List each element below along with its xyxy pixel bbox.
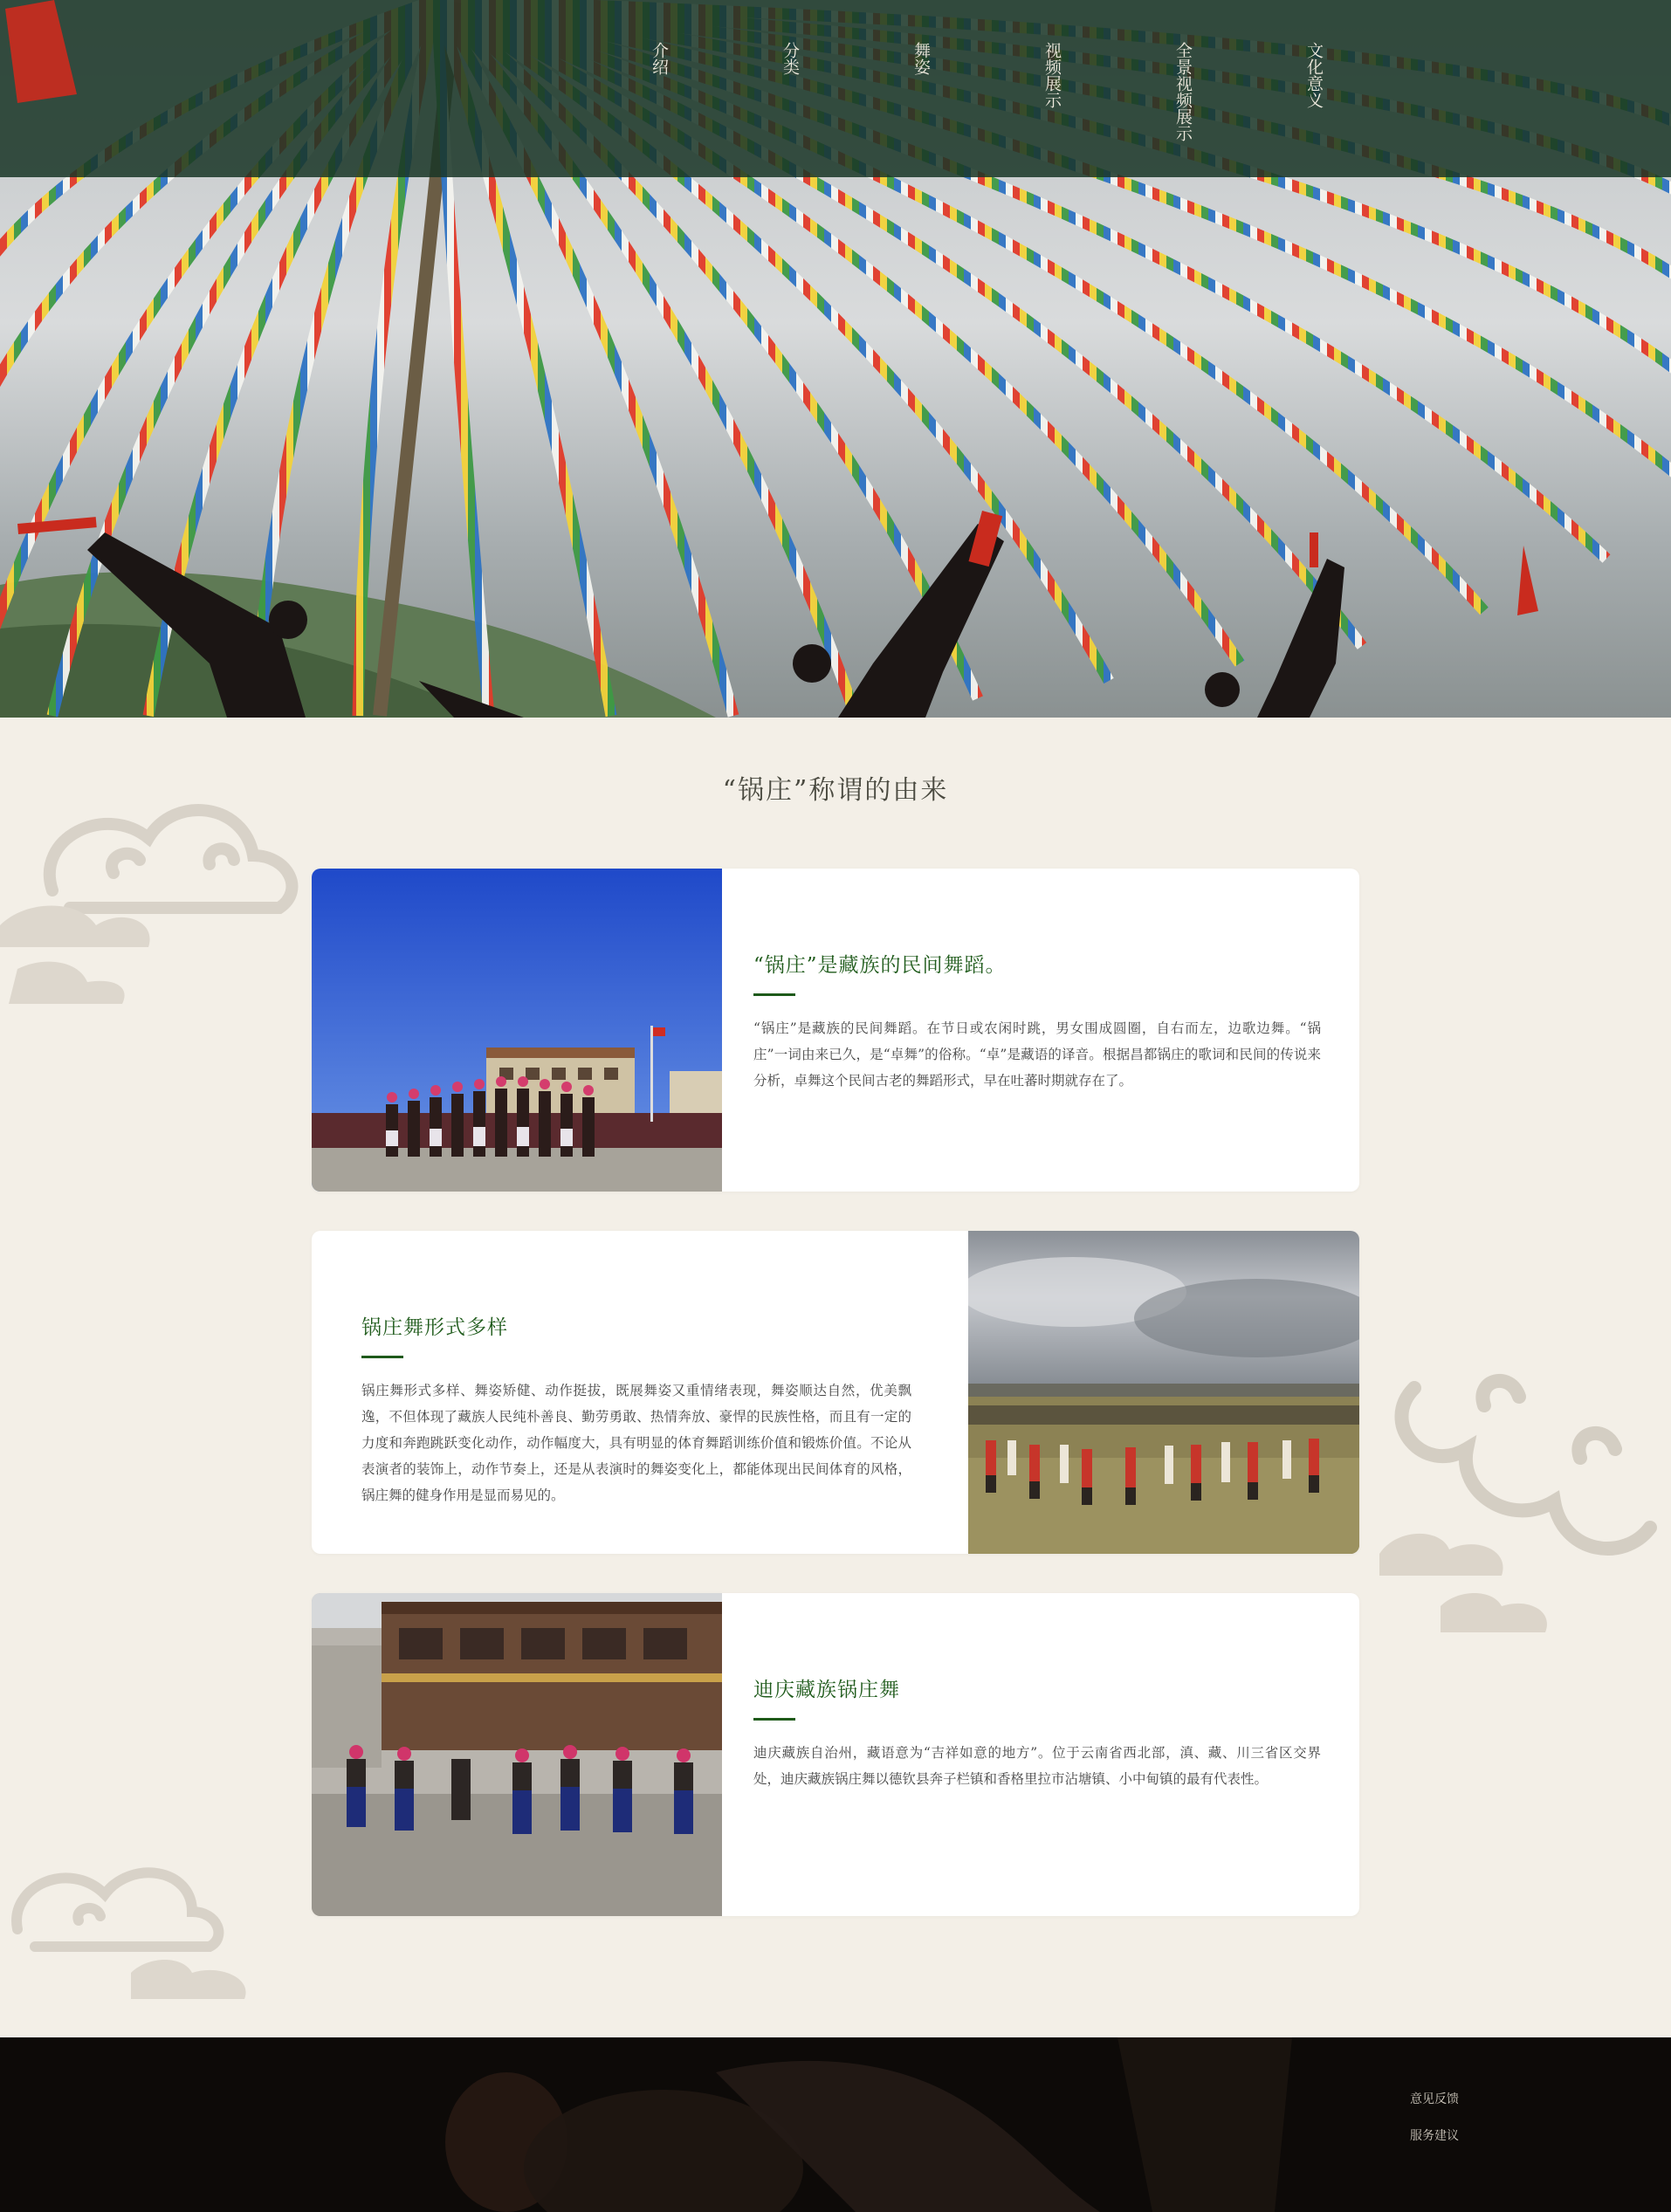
nav-item-cultural-meaning[interactable]: 文化意义 — [1304, 42, 1324, 108]
card-title: 迪庆藏族锅庄舞 — [753, 1679, 900, 1701]
title-underline — [361, 1356, 403, 1358]
dancers-square-photo — [312, 869, 722, 1192]
card-body: 迪庆藏族自治州，藏语意为“吉祥如意的地方”。位于云南省西北部，滇、藏、川三省区交界处，迪庆藏族锅庄舞以德钦县奔子栏镇和香格里拉市沾塘镇、小中甸镇的最有代表性。 — [753, 1745, 1321, 1787]
hero-banner — [0, 0, 1671, 718]
card-body: “锅庄”是藏族的民间舞蹈。在节日或农闲时跳，男女围成圆圈，自右而左，边歌边舞。“锅庄”一词由来已久，是“卓舞”的俗称。“卓”是藏语的译音。根据昌都锅庄的歌词和民间的传说来分析，卓舞这个民间古老的舞蹈形式，早在吐蕃时期就存在了。 — [753, 1020, 1321, 1089]
card-photo — [312, 1593, 722, 1916]
card-photo — [312, 869, 722, 1192]
site-footer — [0, 2037, 1671, 2212]
info-card-3 — [312, 1593, 1359, 1916]
title-underline — [753, 993, 795, 996]
footer-links — [1410, 2090, 1459, 2163]
grassland-dancers-photo — [968, 1231, 1359, 1554]
info-card-1 — [312, 869, 1359, 1192]
section-title: “锅庄”称谓的由来 — [722, 775, 949, 806]
nav-item-intro[interactable]: 介绍 — [650, 42, 669, 75]
card-text — [753, 1673, 1321, 1792]
card-photo — [968, 1231, 1359, 1554]
main-nav — [0, 42, 1671, 173]
card-text — [753, 949, 1321, 1094]
auspicious-cloud-icon — [0, 1833, 279, 2008]
footer-link-feedback[interactable]: 意见反馈 — [1410, 2092, 1459, 2106]
card-text — [361, 1311, 911, 1508]
info-card-2 — [312, 1231, 1359, 1554]
nav-item-panorama-video[interactable]: 全景视频展示 — [1173, 42, 1193, 141]
nav-item-video[interactable]: 视频展示 — [1042, 42, 1062, 108]
auspicious-cloud-icon — [1362, 1336, 1671, 1659]
town-square-dancers-photo — [312, 1593, 722, 1916]
nav-item-dance-pose[interactable]: 舞姿 — [911, 42, 931, 75]
nav-item-category[interactable]: 分类 — [780, 42, 800, 75]
footer-link-suggestions[interactable]: 服务建议 — [1410, 2129, 1459, 2143]
card-body: 锅庄舞形式多样、舞姿矫健、动作挺拔，既展舞姿又重情绪表现，舞姿顺达自然，优美飘逸，不但体现了藏族人民纯朴善良、勤劳勇敢、热情奔放、豪悍的民族性格，而且有一定的力度和奔跑跳跃变化动作，动作幅度大，具有明显的体育舞蹈训练价值和锻炼价值。不论从表演者的装饰上，动作节奏上，还是从表演时的舞姿变化上，都能体现出民间体育的风格，锅庄舞的健身作用是显而易见的。 — [361, 1383, 911, 1503]
card-title: “锅庄”是藏族的民间舞蹈。 — [753, 954, 1007, 977]
card-title: 锅庄舞形式多样 — [361, 1316, 508, 1339]
title-underline — [753, 1718, 795, 1721]
